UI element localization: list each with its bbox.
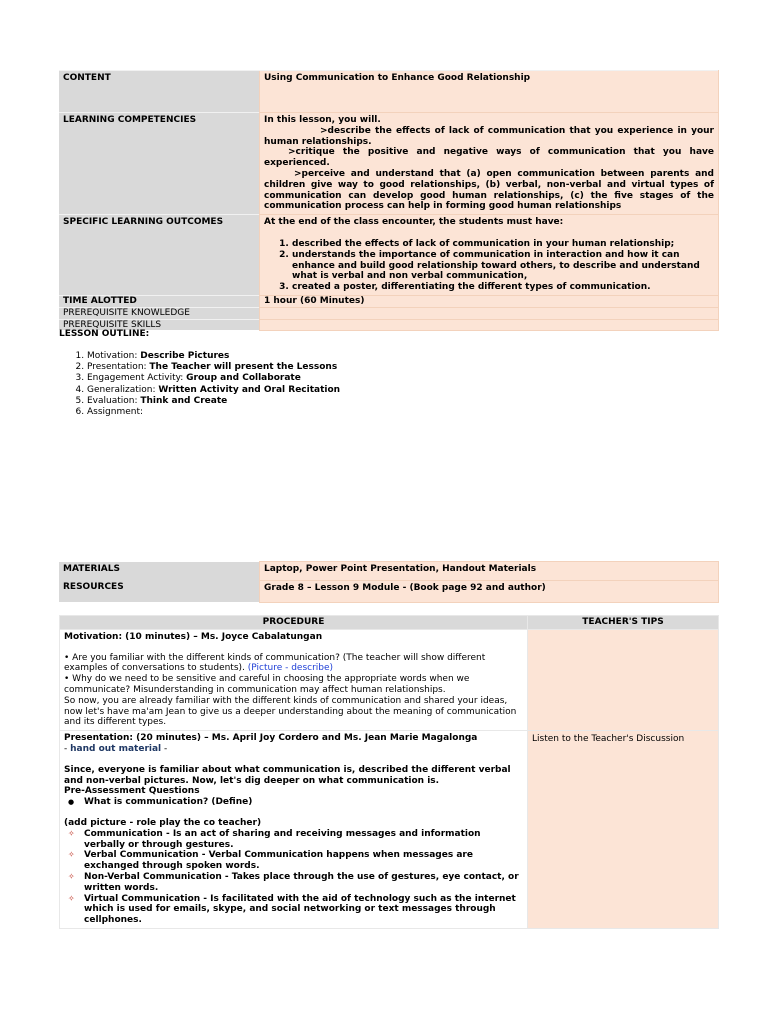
teachers-tips-header: TEACHER'S TIPS [528, 616, 719, 630]
lesson-outline [59, 329, 340, 418]
time-value: 1 hour (60 Minutes) [260, 295, 719, 307]
motivation-cell [60, 629, 528, 730]
content-label: CONTENT [59, 71, 260, 113]
handout-material: hand out material [70, 743, 162, 754]
resources-label: RESOURCES [59, 580, 260, 602]
outline-item: 6. Assignment: [87, 407, 340, 418]
lesson-outline-title: LESSON OUTLINE: [59, 329, 150, 339]
definition-item: ✧ Non-Verbal Communication - Takes place through the use of gestures, eye contact, or written words. [64, 872, 523, 894]
picture-describe-link: (Picture - describe) [247, 663, 334, 674]
presentation-tip: Listen to the Teacher's Discussion [528, 731, 719, 929]
outcome-item: 1. described the effects of lack of communication in your human relationship; [292, 239, 714, 250]
presentation-intro: Since, everyone is familiar about what communication is, described the different verbal and non-verbal pictures. Now, let's dig deeper on what communication is. [64, 764, 511, 786]
motivation-row [60, 629, 719, 730]
competency-1: >describe the effects of lack of communication that you experience in your human relationships. [264, 125, 714, 147]
motivation-tip [528, 629, 719, 730]
outcomes-label: SPECIFIC LEARNING OUTCOMES [59, 215, 260, 296]
materials-value: Laptop, Power Point Presentation, Handout Materials [260, 562, 719, 581]
outline-item: 5. Evaluation: Think and Create [87, 396, 340, 407]
procedure-header: PROCEDURE [60, 616, 528, 630]
procedure-table [59, 615, 719, 929]
outline-item: 3. Engagement Activity: Group and Collaborate [87, 373, 340, 384]
materials-label: MATERIALS [59, 562, 260, 581]
pre-assessment-question: ● What is communication? (Define) [64, 797, 523, 808]
outcomes-intro: At the end of the class encounter, the students must have: [264, 217, 564, 228]
add-picture-note: (add picture - role play the co teacher) [64, 817, 262, 828]
content-row [59, 71, 719, 113]
outline-item: 4. Generalization: Written Activity and Oral Recitation [87, 385, 340, 396]
motivation-question-3: So now, you are already familiar with the different kinds of communication and shared your ideas, now let's have ma'am Jean to give us a deeper understanding about the meaning of communication and its different types. [64, 695, 517, 728]
presentation-title: Presentation: (20 minutes) – Ms. April Joy Cordero and Ms. Jean Marie Magalonga [64, 733, 478, 744]
prereq-knowledge-label: PREREQUISITE KNOWLEDGE [59, 307, 260, 319]
time-label: TIME ALOTTED [59, 295, 260, 307]
outcomes-row [59, 215, 719, 296]
resources-row [59, 580, 719, 602]
definitions-list [64, 829, 523, 926]
procedure-header-row [60, 616, 719, 630]
outcome-item: 2. understands the importance of communication in interaction and how it can enhance and build good relationship toward others, to describe and understand what is verbal and non verbal communication, [292, 250, 714, 282]
handout-line: - hand out material - [64, 743, 168, 754]
prereq-skills-label: PREREQUISITE SKILLS [59, 319, 260, 330]
content-value: Using Communication to Enhance Good Relationship [260, 71, 719, 113]
outcomes-list [264, 239, 714, 293]
definition-item: ✧ Verbal Communication - Verbal Communication happens when messages are exchanged through spoken words. [64, 850, 523, 872]
motivation-title: Motivation: (10 minutes) – Ms. Joyce Cabalatungan [64, 631, 323, 642]
competencies-intro: In this lesson, you will. [264, 115, 381, 125]
materials-row [59, 562, 719, 581]
resources-value: Grade 8 – Lesson 9 Module - (Book page 92 and author) [260, 580, 719, 602]
pre-assessment-title: Pre-Assessment Questions [64, 786, 200, 797]
definition-item: ✧ Virtual Communication - Is facilitated with the aid of technology such as the internet which is used for emails, skype, and social networking or text messages through cellphones. [64, 894, 523, 926]
competency-3: >perceive and understand that (a) open communication between parents and children give way to good relationships, (b) verbal, non-verbal and virtual types of communication can develop good human relationships, (c) the five stages of the communication process can help in forming good human relationships [264, 168, 714, 212]
presentation-row [60, 731, 719, 929]
outcome-item: 3. created a poster, differentiating the different types of communication. [292, 282, 714, 293]
outline-item: 1. Motivation: Describe Pictures [87, 351, 340, 362]
presentation-cell [60, 731, 528, 929]
pre-assessment-list [64, 797, 523, 808]
materials-table [59, 561, 719, 603]
time-row [59, 295, 719, 307]
motivation-question-1: • Are you familiar with the different kinds of communication? (The teacher will show different examples of conversations to students). (Picture - describe) [64, 652, 486, 674]
competencies-label: LEARNING COMPETENCIES [59, 113, 260, 215]
prereq-knowledge-value [260, 307, 719, 319]
motivation-question-2: • Why do we need to be sensitive and careful in choosing the appropriate words when we communicate? Misunderstanding in communication may affect human relationships. [64, 674, 470, 695]
competencies-value [260, 113, 719, 215]
competencies-row [59, 113, 719, 215]
outline-item: 2. Presentation: The Teacher will present the Lessons [87, 362, 340, 373]
lesson-outline-list [59, 351, 340, 418]
prereq-knowledge-row [59, 307, 719, 319]
lesson-info-table [59, 70, 719, 331]
definition-item: ✧ Communication - Is an act of sharing and receiving messages and information verbally or through gestures. [64, 829, 523, 851]
competency-2: >critique the positive and negative ways of communication that you have experienced. [264, 147, 714, 169]
outcomes-value [260, 215, 719, 296]
